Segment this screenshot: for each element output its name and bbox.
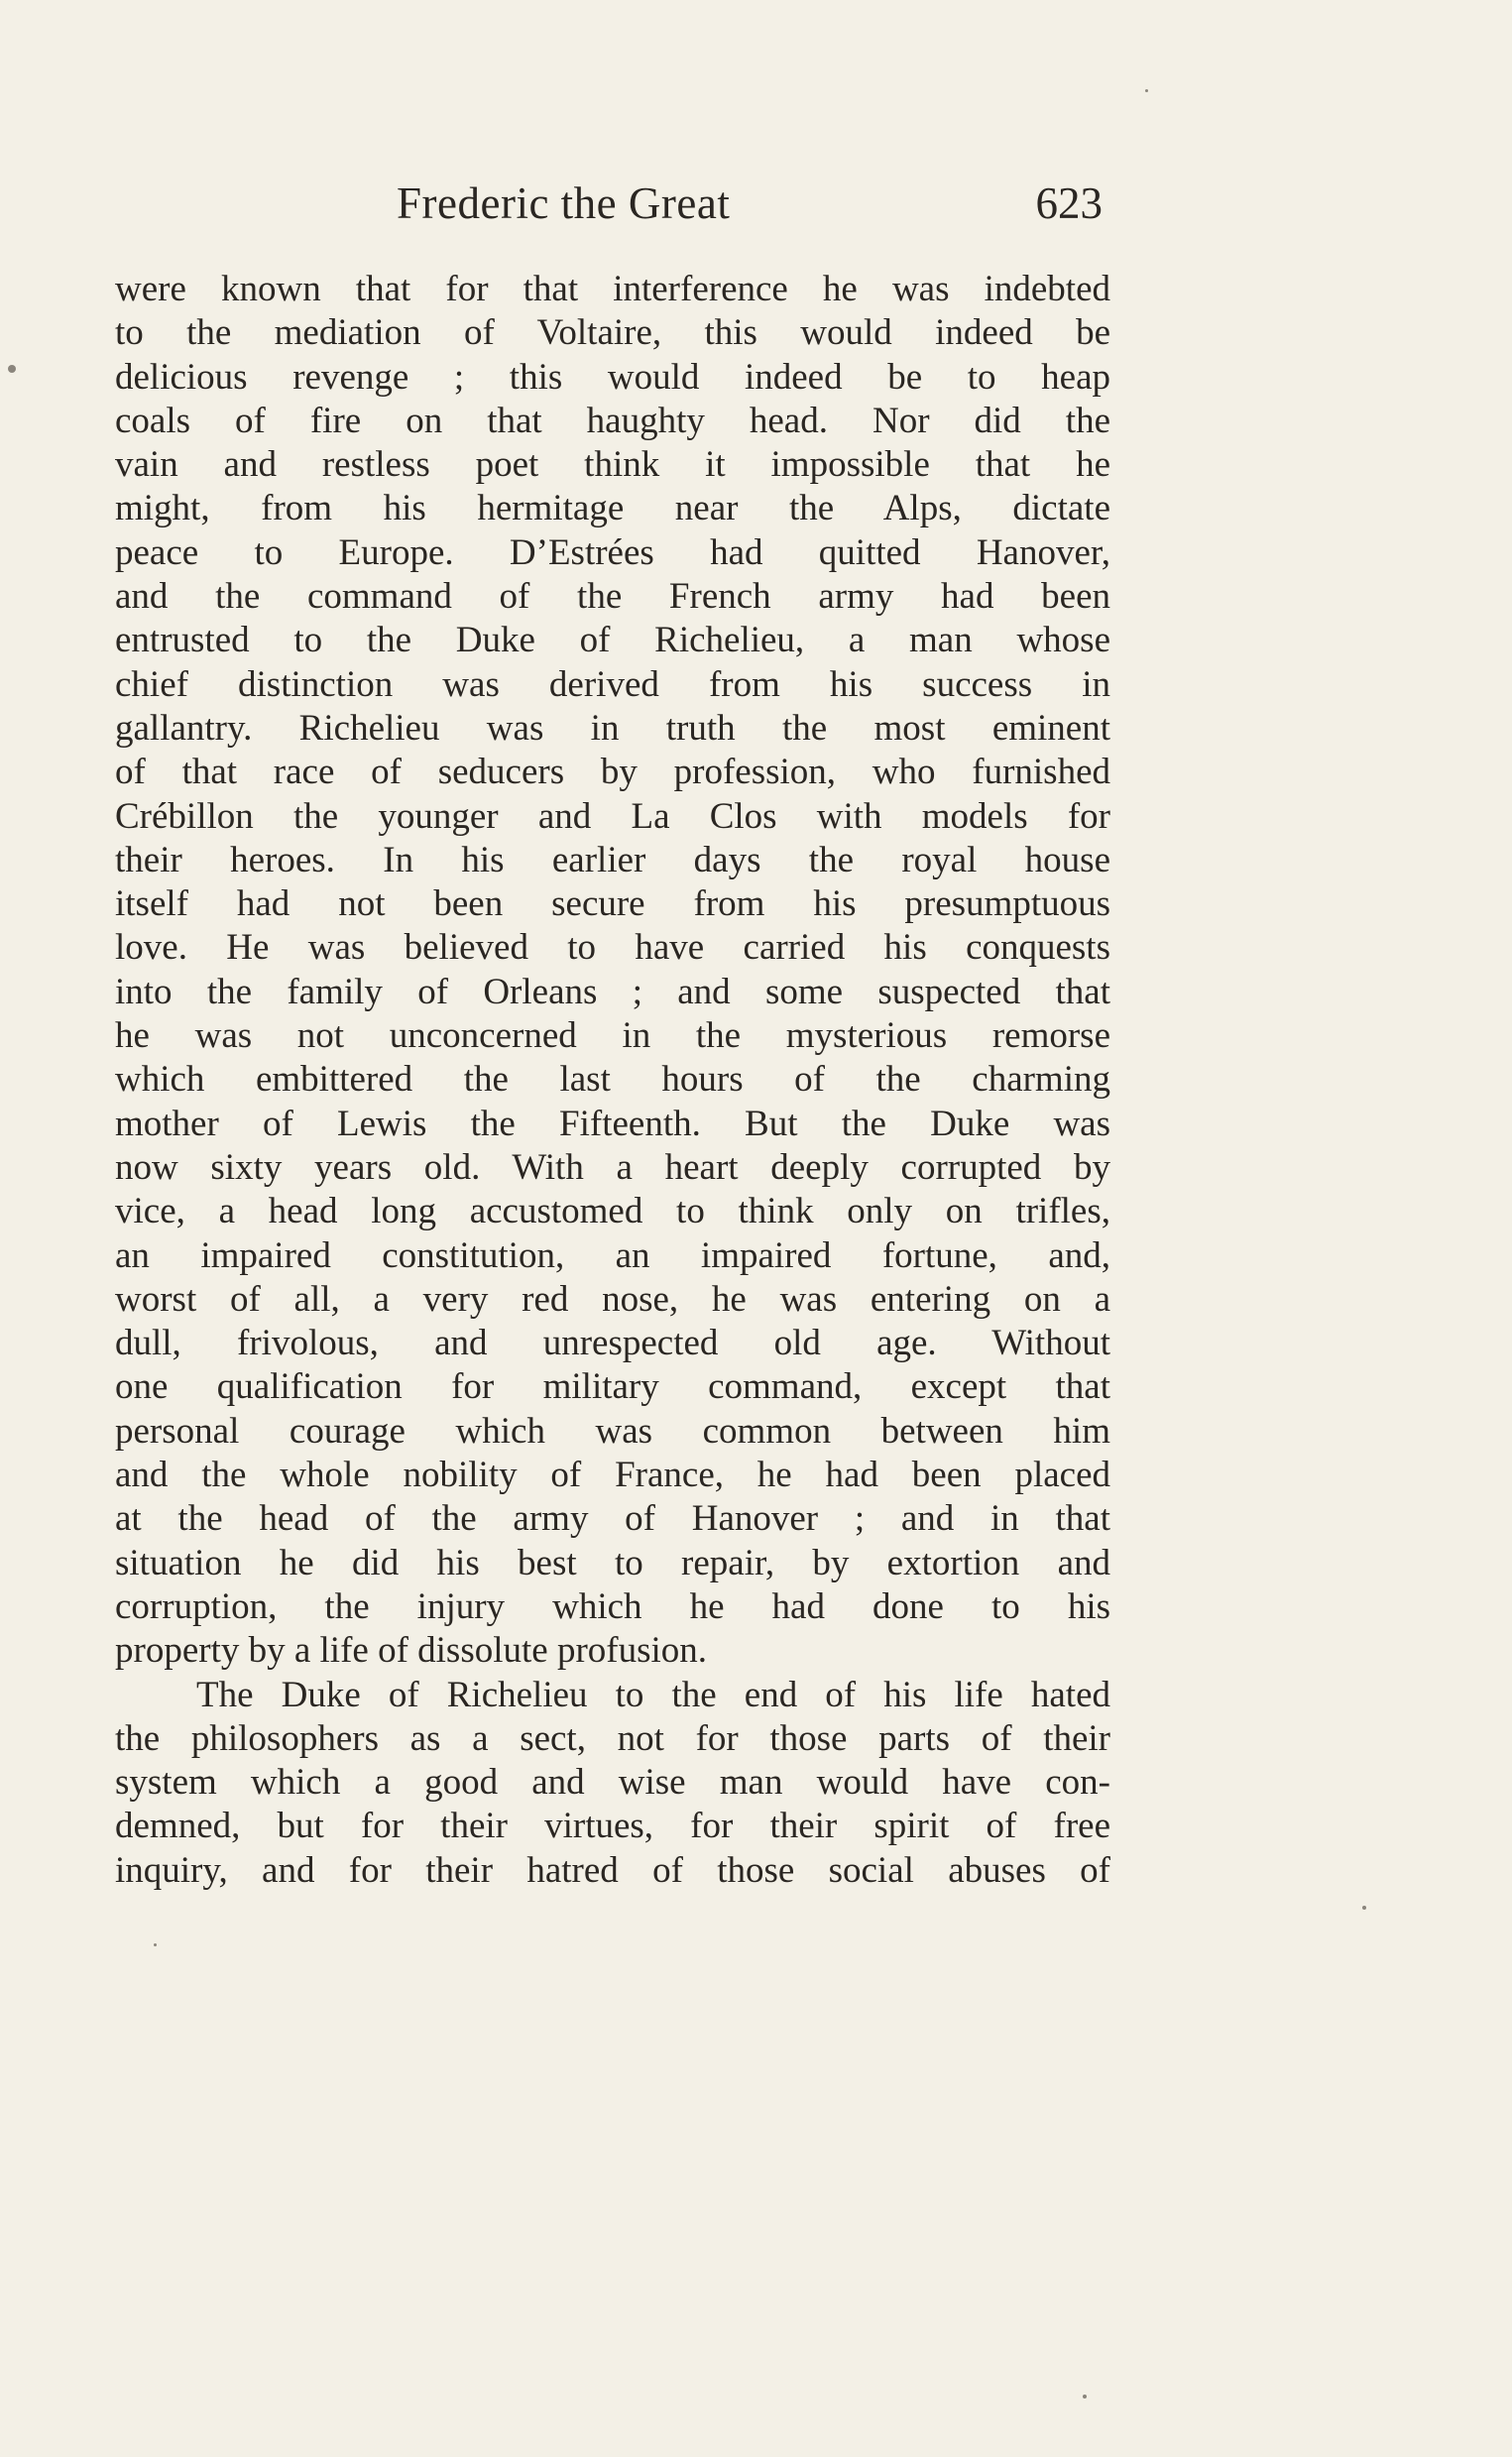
text-line: the philosophers as a sect, not for those parts of their <box>115 1717 1110 1759</box>
paper-speck <box>1145 89 1148 92</box>
text-line: peace to Europe. D’Estrées had quitted Hanover, <box>115 531 1110 573</box>
paragraph-end-line: property by a life of dissolute profusion. <box>115 1630 708 1672</box>
text-line: Crébillon the younger and La Clos with models for <box>115 795 1110 837</box>
text-line: might, from his hermitage near the Alps, dictate <box>115 488 1110 529</box>
text-line: inquiry, and for their hatred of those social abuses of <box>115 1849 1110 1891</box>
text-line: and the command of the French army had been <box>115 576 1110 618</box>
text-line: of that race of seducers by profession, who furnished <box>115 752 1110 793</box>
paper-speck <box>8 365 16 373</box>
text-line: corruption, the injury which he had done to his <box>115 1585 1110 1627</box>
text-line: vice, a head long accustomed to think only on trifles, <box>115 1191 1110 1232</box>
text-line: he was not unconcerned in the mysterious remorse <box>115 1015 1110 1057</box>
text-line: to the mediation of Voltaire, this would indeed be <box>115 312 1110 354</box>
running-head <box>397 174 1103 233</box>
text-line: an impaired constitution, an impaired fortune, and, <box>115 1234 1110 1276</box>
paper-speck <box>1083 2395 1087 2398</box>
text-line: were known that for that interference he was indebted <box>115 269 1110 309</box>
text-line: into the family of Orleans ; and some suspected that <box>115 971 1110 1012</box>
text-line: itself had not been secure from his presumptuous <box>115 883 1110 925</box>
text-line: and the whole nobility of France, he had been placed <box>115 1455 1110 1496</box>
paper-speck <box>1362 1906 1366 1910</box>
text-line: entrusted to the Duke of Richelieu, a man whose <box>115 620 1110 661</box>
text-line: delicious revenge ; this would indeed be to heap <box>115 356 1110 398</box>
body-text <box>115 268 1110 1893</box>
text-line: worst of all, a very red nose, he was entering on a <box>115 1278 1110 1320</box>
text-line: at the head of the army of Hanover ; and in that <box>115 1498 1110 1540</box>
paper-speck <box>154 1943 157 1946</box>
text-line: which embittered the last hours of the charming <box>115 1059 1110 1101</box>
text-line: gallantry. Richelieu was in truth the most eminent <box>115 707 1110 749</box>
text-line: one qualification for military command, except that <box>115 1366 1110 1408</box>
text-line: love. He was believed to have carried his conquests <box>115 927 1110 969</box>
text-line: their heroes. In his earlier days the royal house <box>115 839 1110 880</box>
text-line: mother of Lewis the Fifteenth. But the Duke was <box>115 1103 1110 1144</box>
text-line: system which a good and wise man would have con- <box>115 1762 1110 1804</box>
running-head-title: Frederic the Great <box>397 178 731 228</box>
page-number: 623 <box>1035 178 1103 228</box>
text-line: demned, but for their virtues, for their spirit of free <box>115 1806 1110 1847</box>
text-line: dull, frivolous, and unrespected old age. Without <box>115 1323 1110 1364</box>
text-line: now sixty years old. With a heart deeply corrupted by <box>115 1146 1110 1188</box>
paragraph-start-line: The Duke of Richelieu to the end of his life hated <box>196 1674 1110 1715</box>
text-line: coals of fire on that haughty head. Nor did the <box>115 400 1110 441</box>
text-line: situation he did his best to repair, by extortion and <box>115 1542 1110 1583</box>
text-line: vain and restless poet think it impossible that he <box>115 444 1110 486</box>
text-line: personal courage which was common between him <box>115 1410 1110 1452</box>
text-line: chief distinction was derived from his success in <box>115 663 1110 705</box>
